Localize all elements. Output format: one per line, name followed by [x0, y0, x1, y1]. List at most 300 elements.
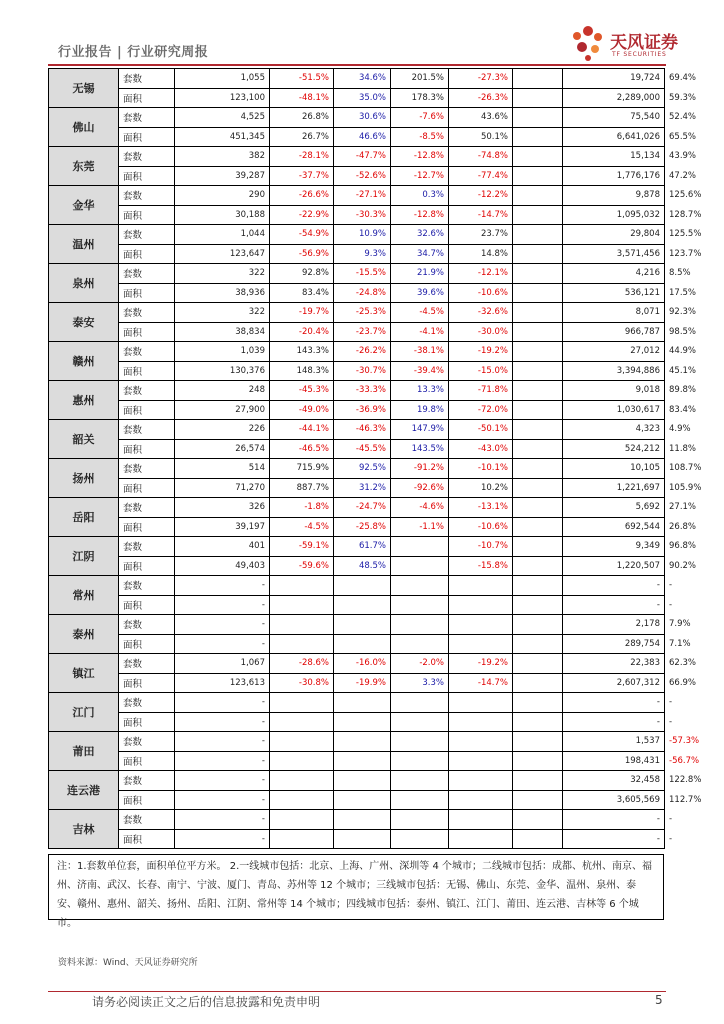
value-cell: 1,039 — [175, 342, 270, 362]
table-row: 扬州 套数 514 715.9% 92.5% -91.2% -10.1% 10,105 108.7% — [49, 459, 665, 479]
value-cell: -10.6% — [449, 283, 513, 303]
value-cell — [270, 615, 334, 635]
value-cell: 23.7% — [449, 225, 513, 245]
value-cell: 1,067 — [175, 654, 270, 674]
metric-cell: 套数 — [119, 498, 175, 518]
table-row: 面积 - - - — [49, 829, 665, 849]
value-cell: 35.0% — [334, 88, 391, 108]
city-cell: 泰安 — [49, 303, 119, 342]
value-cell: -30.8% — [270, 673, 334, 693]
city-cell: 岳阳 — [49, 498, 119, 537]
value-cell: -22.9% — [270, 205, 334, 225]
value-cell: 1,220,507 — [563, 556, 665, 576]
spacer-cell — [513, 810, 563, 830]
value-cell: -44.1% — [270, 420, 334, 440]
value-cell: -30.0% — [449, 322, 513, 342]
value-cell — [334, 712, 391, 732]
value-cell: 38,834 — [175, 322, 270, 342]
value-cell — [449, 732, 513, 752]
value-cell — [334, 634, 391, 654]
value-cell — [449, 829, 513, 849]
value-cell: 0.3% — [391, 186, 449, 206]
table-row: 金华 套数 290 -26.6% -27.1% 0.3% -12.2% 9,878 125.6% — [49, 186, 665, 206]
value-cell: 326 — [175, 498, 270, 518]
table-row: 莆田 套数 - 1,537 -57.3% — [49, 732, 665, 752]
value-cell: 15,134 — [563, 147, 665, 167]
value-cell: 514 — [175, 459, 270, 479]
value-cell: -24.7% — [334, 498, 391, 518]
city-cell: 赣州 — [49, 342, 119, 381]
spacer-cell — [513, 478, 563, 498]
value-cell: -15.0% — [449, 361, 513, 381]
value-cell: -8.5% — [391, 127, 449, 147]
value-cell — [270, 712, 334, 732]
metric-cell: 套数 — [119, 771, 175, 791]
metric-cell: 套数 — [119, 810, 175, 830]
value-cell — [334, 693, 391, 713]
table-row: 面积 38,936 83.4% -24.8% 39.6% -10.6% 536,121 17.5% — [49, 283, 665, 303]
value-cell: 13.3% — [391, 381, 449, 401]
value-cell: -4.1% — [391, 322, 449, 342]
spacer-cell — [513, 342, 563, 362]
page-number: 5 — [655, 993, 663, 1007]
value-cell: 148.3% — [270, 361, 334, 381]
value-cell: 178.3% — [391, 88, 449, 108]
metric-cell: 套数 — [119, 342, 175, 362]
table-row: 面积 123,613 -30.8% -19.9% 3.3% -14.7% 2,607,312 66.9% — [49, 673, 665, 693]
value-cell: -15.5% — [334, 264, 391, 284]
metric-cell: 套数 — [119, 264, 175, 284]
metric-cell: 套数 — [119, 69, 175, 89]
value-cell: 524,212 — [563, 439, 665, 459]
value-cell: 692,544 — [563, 517, 665, 537]
value-cell: - — [563, 810, 665, 830]
value-cell: -16.0% — [334, 654, 391, 674]
value-cell: -19.2% — [449, 342, 513, 362]
value-cell: 30.6% — [334, 108, 391, 128]
value-cell: -92.6% — [391, 478, 449, 498]
footer-disclaimer: 请务必阅读正文之后的信息披露和免责申明 — [92, 995, 321, 1009]
value-cell: -12.1% — [449, 264, 513, 284]
value-cell: -71.8% — [449, 381, 513, 401]
spacer-cell — [513, 186, 563, 206]
spacer-cell — [513, 790, 563, 810]
city-cell: 惠州 — [49, 381, 119, 420]
source-note: 资料来源：Wind、天风证券研究所 — [58, 958, 198, 968]
value-cell: -36.9% — [334, 400, 391, 420]
value-cell: -13.1% — [449, 498, 513, 518]
value-cell: -10.6% — [449, 517, 513, 537]
value-cell: 248 — [175, 381, 270, 401]
spacer-cell — [513, 88, 563, 108]
city-cell: 温州 — [49, 225, 119, 264]
value-cell — [334, 751, 391, 771]
value-cell: - — [175, 751, 270, 771]
value-cell: -28.1% — [270, 147, 334, 167]
value-cell: -10.1% — [449, 459, 513, 479]
report-header-title: 行业报告 | 行业研究周报 — [58, 45, 209, 60]
metric-cell: 面积 — [119, 829, 175, 849]
metric-cell: 面积 — [119, 439, 175, 459]
metric-cell: 面积 — [119, 166, 175, 186]
value-cell — [449, 615, 513, 635]
metric-cell: 面积 — [119, 361, 175, 381]
metric-cell: 面积 — [119, 205, 175, 225]
table-row: 东莞 套数 382 -28.1% -47.7% -12.8% -74.8% 15,134 43.9% — [49, 147, 665, 167]
value-cell: -45.3% — [270, 381, 334, 401]
spacer-cell — [513, 498, 563, 518]
value-cell: -43.0% — [449, 439, 513, 459]
city-cell: 韶关 — [49, 420, 119, 459]
value-cell: 6,641,026 — [563, 127, 665, 147]
value-cell — [449, 712, 513, 732]
table-row: 面积 38,834 -20.4% -23.7% -4.1% -30.0% 966,787 98.5% — [49, 322, 665, 342]
logo-mark-icon — [568, 22, 608, 62]
spacer-cell — [513, 693, 563, 713]
metric-cell: 面积 — [119, 244, 175, 264]
value-cell: -52.6% — [334, 166, 391, 186]
table-row: 面积 26,574 -46.5% -45.5% 143.5% -43.0% 524,212 11.8% — [49, 439, 665, 459]
value-cell — [334, 810, 391, 830]
value-cell: -45.5% — [334, 439, 391, 459]
value-cell: -26.3% — [449, 88, 513, 108]
value-cell — [391, 732, 449, 752]
table-row: 面积 30,188 -22.9% -30.3% -12.8% -14.7% 1,095,032 128.7% — [49, 205, 665, 225]
spacer-cell — [513, 420, 563, 440]
value-cell — [449, 771, 513, 791]
spacer-cell — [513, 595, 563, 615]
city-cell: 莆田 — [49, 732, 119, 771]
table-row: 连云港 套数 - 32,458 122.8% — [49, 771, 665, 791]
value-cell: 83.4% — [270, 283, 334, 303]
metric-cell: 面积 — [119, 712, 175, 732]
table-row: 面积 123,100 -48.1% 35.0% 178.3% -26.3% 2,289,000 59.3% — [49, 88, 665, 108]
value-cell: - — [175, 829, 270, 849]
value-cell: -19.2% — [449, 654, 513, 674]
table-row: 江门 套数 - - - — [49, 693, 665, 713]
spacer-cell — [513, 283, 563, 303]
value-cell — [449, 634, 513, 654]
value-cell: -74.8% — [449, 147, 513, 167]
value-cell: -12.7% — [391, 166, 449, 186]
value-cell: 4,525 — [175, 108, 270, 128]
spacer-cell — [513, 439, 563, 459]
value-cell: 46.6% — [334, 127, 391, 147]
value-cell: -4.6% — [391, 498, 449, 518]
value-cell: - — [563, 712, 665, 732]
table-row: 面积 27,900 -49.0% -36.9% 19.8% -72.0% 1,030,617 83.4% — [49, 400, 665, 420]
metric-cell: 套数 — [119, 303, 175, 323]
city-cell: 佛山 — [49, 108, 119, 147]
metric-cell: 套数 — [119, 732, 175, 752]
value-cell — [270, 771, 334, 791]
value-cell: 30,188 — [175, 205, 270, 225]
value-cell: 9,349 — [563, 537, 665, 557]
metric-cell: 套数 — [119, 537, 175, 557]
metric-cell: 套数 — [119, 693, 175, 713]
metric-cell: 面积 — [119, 673, 175, 693]
table-row: 泰州 套数 - 2,178 7.9% — [49, 615, 665, 635]
value-cell: 92.5% — [334, 459, 391, 479]
city-cell: 金华 — [49, 186, 119, 225]
value-cell: 290 — [175, 186, 270, 206]
metric-cell: 套数 — [119, 147, 175, 167]
value-cell: -37.7% — [270, 166, 334, 186]
value-cell: 715.9% — [270, 459, 334, 479]
spacer-cell — [513, 459, 563, 479]
table-row: 常州 套数 - - - — [49, 576, 665, 596]
value-cell: -39.4% — [391, 361, 449, 381]
value-cell — [391, 712, 449, 732]
value-cell: -12.2% — [449, 186, 513, 206]
value-cell: 8,071 — [563, 303, 665, 323]
spacer-cell — [513, 732, 563, 752]
value-cell: 19,724 — [563, 69, 665, 89]
value-cell: 143.3% — [270, 342, 334, 362]
value-cell: - — [175, 771, 270, 791]
value-cell — [449, 693, 513, 713]
value-cell: 32,458 — [563, 771, 665, 791]
value-cell — [391, 693, 449, 713]
value-cell: -26.2% — [334, 342, 391, 362]
metric-cell: 面积 — [119, 556, 175, 576]
value-cell: 26.8% — [270, 108, 334, 128]
value-cell — [270, 634, 334, 654]
metric-cell: 面积 — [119, 88, 175, 108]
table-row: 佛山 套数 4,525 26.8% 30.6% -7.6% 43.6% 75,540 52.4% — [49, 108, 665, 128]
value-cell: 401 — [175, 537, 270, 557]
table-row: 温州 套数 1,044 -54.9% 10.9% 32.6% 23.7% 29,804 125.5% — [49, 225, 665, 245]
value-cell: -10.7% — [449, 537, 513, 557]
value-cell: 5,692 — [563, 498, 665, 518]
value-cell — [391, 634, 449, 654]
value-cell: 61.7% — [334, 537, 391, 557]
value-cell: 39,287 — [175, 166, 270, 186]
spacer-cell — [513, 400, 563, 420]
value-cell: 382 — [175, 147, 270, 167]
value-cell: 31.2% — [334, 478, 391, 498]
spacer-cell — [513, 634, 563, 654]
value-cell — [391, 771, 449, 791]
metric-cell: 面积 — [119, 634, 175, 654]
value-cell: -27.3% — [449, 69, 513, 89]
value-cell: - — [175, 595, 270, 615]
value-cell: - — [175, 810, 270, 830]
value-cell: -30.7% — [334, 361, 391, 381]
value-cell: -2.0% — [391, 654, 449, 674]
value-cell: 75,540 — [563, 108, 665, 128]
city-cell: 扬州 — [49, 459, 119, 498]
value-cell: 322 — [175, 264, 270, 284]
value-cell: 2,289,000 — [563, 88, 665, 108]
value-cell: -7.6% — [391, 108, 449, 128]
spacer-cell — [513, 205, 563, 225]
value-cell: -19.9% — [334, 673, 391, 693]
value-cell: 27,900 — [175, 400, 270, 420]
value-cell — [449, 790, 513, 810]
value-cell: 29,804 — [563, 225, 665, 245]
table-row: 惠州 套数 248 -45.3% -33.3% 13.3% -71.8% 9,018 89.8% — [49, 381, 665, 401]
metric-cell: 面积 — [119, 595, 175, 615]
value-cell: -25.3% — [334, 303, 391, 323]
value-cell: -25.8% — [334, 517, 391, 537]
value-cell — [334, 576, 391, 596]
value-cell: -15.8% — [449, 556, 513, 576]
spacer-cell — [513, 537, 563, 557]
value-cell: 1,095,032 — [563, 205, 665, 225]
metric-cell: 套数 — [119, 381, 175, 401]
spacer-cell — [513, 556, 563, 576]
metric-cell: 面积 — [119, 283, 175, 303]
metric-cell: 面积 — [119, 478, 175, 498]
value-cell: 14.8% — [449, 244, 513, 264]
value-cell: 21.9% — [391, 264, 449, 284]
value-cell: -20.4% — [270, 322, 334, 342]
value-cell — [391, 537, 449, 557]
table-row: 江阴 套数 401 -59.1% 61.7% -10.7% 9,349 96.8% — [49, 537, 665, 557]
value-cell: 1,221,697 — [563, 478, 665, 498]
value-cell: 1,044 — [175, 225, 270, 245]
city-cell: 无锡 — [49, 69, 119, 108]
value-cell — [449, 810, 513, 830]
value-cell: -14.7% — [449, 205, 513, 225]
city-cell: 连云港 — [49, 771, 119, 810]
value-cell: -24.8% — [334, 283, 391, 303]
metric-cell: 套数 — [119, 225, 175, 245]
value-cell: 92.8% — [270, 264, 334, 284]
value-cell: -46.5% — [270, 439, 334, 459]
value-cell — [334, 771, 391, 791]
value-cell: 2,607,312 — [563, 673, 665, 693]
value-cell: 9.3% — [334, 244, 391, 264]
value-cell: -91.2% — [391, 459, 449, 479]
header-divider — [48, 64, 666, 66]
value-cell: -77.4% — [449, 166, 513, 186]
value-cell: - — [563, 576, 665, 596]
value-cell: -14.7% — [449, 673, 513, 693]
value-cell: 39,197 — [175, 517, 270, 537]
logo-text: 天风证券 — [610, 33, 678, 53]
value-cell: -51.5% — [270, 69, 334, 89]
value-cell: -27.1% — [334, 186, 391, 206]
value-cell — [270, 829, 334, 849]
value-cell — [391, 790, 449, 810]
value-cell — [270, 751, 334, 771]
table-row: 面积 - 3,605,569 112.7% — [49, 790, 665, 810]
value-cell — [391, 829, 449, 849]
spacer-cell — [513, 244, 563, 264]
value-cell: 4,323 — [563, 420, 665, 440]
value-cell: 9,878 — [563, 186, 665, 206]
value-cell: 27,012 — [563, 342, 665, 362]
value-cell: -30.3% — [334, 205, 391, 225]
metric-cell: 套数 — [119, 420, 175, 440]
value-cell: -4.5% — [391, 303, 449, 323]
table-row: 吉林 套数 - - - — [49, 810, 665, 830]
metric-cell: 套数 — [119, 186, 175, 206]
value-cell: 32.6% — [391, 225, 449, 245]
value-cell — [334, 732, 391, 752]
value-cell: 4,216 — [563, 264, 665, 284]
value-cell: 9,018 — [563, 381, 665, 401]
value-cell: 26,574 — [175, 439, 270, 459]
value-cell: -48.1% — [270, 88, 334, 108]
spacer-cell — [513, 303, 563, 323]
value-cell: 3,605,569 — [563, 790, 665, 810]
value-cell: - — [563, 595, 665, 615]
value-cell — [391, 556, 449, 576]
value-cell: -12.8% — [391, 205, 449, 225]
value-cell: 2,178 — [563, 615, 665, 635]
value-cell — [270, 595, 334, 615]
company-logo — [568, 22, 678, 62]
spacer-cell — [513, 517, 563, 537]
value-cell: 147.9% — [391, 420, 449, 440]
table-footnote: 注：1.套数单位套，面积单位平方米。 2.一线城市包括：北京、上海、广州、深圳等 4 个城市；二线城市包括：成都、杭州、南京、福州、济南、武汉、长春、南宁、宁波、厦门、青岛、苏州等 12 个城市；三线城市包括：无锡、佛山、东莞、金华、温州、泉州、泰安、赣州、惠州、韶关、扬州、岳阳、江阴、常州等 14 个城市；四线城市包括：泰州、镇江、江门、莆田、连云港、吉林等 6 个城市。 — [48, 854, 664, 920]
value-cell — [391, 576, 449, 596]
metric-cell: 面积 — [119, 400, 175, 420]
spacer-cell — [513, 751, 563, 771]
value-cell: 966,787 — [563, 322, 665, 342]
metric-cell: 套数 — [119, 654, 175, 674]
value-cell: 201.5% — [391, 69, 449, 89]
value-cell: -47.7% — [334, 147, 391, 167]
spacer-cell — [513, 576, 563, 596]
city-cell: 泉州 — [49, 264, 119, 303]
value-cell: - — [563, 829, 665, 849]
value-cell: -54.9% — [270, 225, 334, 245]
value-cell — [449, 595, 513, 615]
value-cell: - — [175, 634, 270, 654]
table-row: 韶关 套数 226 -44.1% -46.3% 147.9% -50.1% 4,323 4.9% — [49, 420, 665, 440]
value-cell: -38.1% — [391, 342, 449, 362]
value-cell: 34.6% — [334, 69, 391, 89]
value-cell — [334, 595, 391, 615]
city-cell: 镇江 — [49, 654, 119, 693]
value-cell — [334, 790, 391, 810]
value-cell — [391, 751, 449, 771]
value-cell — [449, 751, 513, 771]
value-cell — [391, 615, 449, 635]
value-cell: -26.6% — [270, 186, 334, 206]
value-cell: 71,270 — [175, 478, 270, 498]
value-cell: -72.0% — [449, 400, 513, 420]
value-cell — [270, 693, 334, 713]
city-cell: 泰州 — [49, 615, 119, 654]
metric-cell: 面积 — [119, 517, 175, 537]
table-row: 镇江 套数 1,067 -28.6% -16.0% -2.0% -19.2% 22,383 62.3% — [49, 654, 665, 674]
value-cell: -12.8% — [391, 147, 449, 167]
value-cell: 123,647 — [175, 244, 270, 264]
value-cell: 1,776,176 — [563, 166, 665, 186]
table-row: 面积 39,197 -4.5% -25.8% -1.1% -10.6% 692,544 26.8% — [49, 517, 665, 537]
table-row: 泉州 套数 322 92.8% -15.5% 21.9% -12.1% 4,216 8.5% — [49, 264, 665, 284]
value-cell: -33.3% — [334, 381, 391, 401]
value-cell: 26.7% — [270, 127, 334, 147]
footer-divider — [48, 991, 666, 992]
spacer-cell — [513, 361, 563, 381]
table-row: 面积 71,270 887.7% 31.2% -92.6% 10.2% 1,221,697 105.9% — [49, 478, 665, 498]
metric-cell: 面积 — [119, 751, 175, 771]
value-cell: 49,403 — [175, 556, 270, 576]
metric-cell: 面积 — [119, 322, 175, 342]
metric-cell: 套数 — [119, 459, 175, 479]
value-cell: - — [175, 732, 270, 752]
value-cell: 1,537 — [563, 732, 665, 752]
metric-cell: 套数 — [119, 576, 175, 596]
value-cell: 198,431 — [563, 751, 665, 771]
table-row: 岳阳 套数 326 -1.8% -24.7% -4.6% -13.1% 5,692 27.1% — [49, 498, 665, 518]
